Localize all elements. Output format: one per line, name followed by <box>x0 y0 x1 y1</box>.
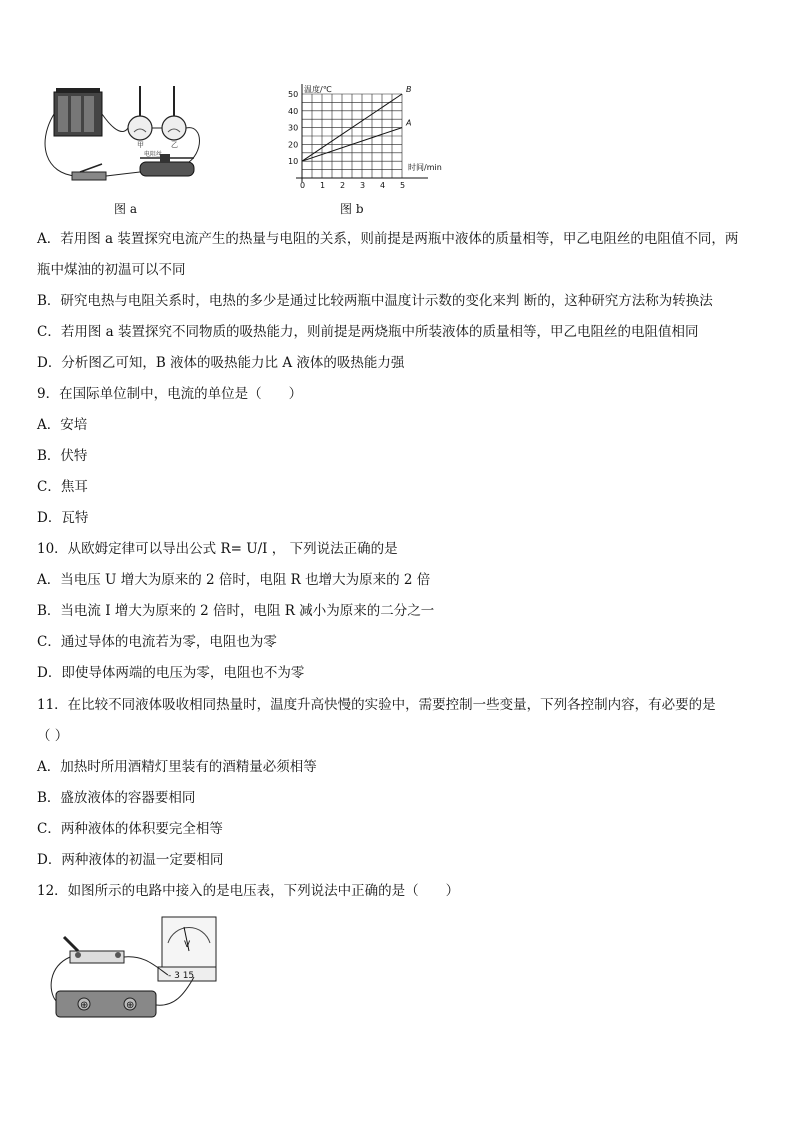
voltmeter-label: V <box>184 940 191 950</box>
y-tick-label: 10 <box>288 157 299 167</box>
figure-a-apparatus <box>36 84 208 192</box>
q9-stem: 9．在国际单位制中，电流的单位是（ ） <box>37 386 303 402</box>
q10-stem: 10．从欧姆定律可以导出公式 R= U/I ， 下列说法正确的是 <box>37 541 398 557</box>
x-tick-label: 1 <box>320 181 326 190</box>
x-axis-label: 时间/min <box>408 163 442 172</box>
q9-option-b: B．伏特 <box>37 448 88 464</box>
q11-option-c: C．两种液体的体积要完全相等 <box>37 821 223 837</box>
x-tick-label: 2 <box>340 181 346 190</box>
svg-text:⊕: ⊕ <box>126 1000 135 1011</box>
figure-a-caption: 图 a <box>114 202 137 216</box>
q9-option-c: C．焦耳 <box>37 479 88 495</box>
q11-stem-line1: 11．在比较不同液体吸收相同热量时，温度升高快慢的实验中，需要控制一些变量，下列各控制内容，有必要的是 <box>37 697 716 713</box>
q8-option-c: C．若用图 a 装置探究不同物质的吸热能力，则前提是两烧瓶中所装液体的质量相等，甲乙电阻丝的电阻值相同 <box>37 324 699 340</box>
q8-option-b: B．研究电热与电阻关系时，电热的多少是通过比较两瓶中温度计示数的变化来判 断的，这种研究方法称为转换法 <box>37 293 713 309</box>
y-tick-label: 50 <box>288 90 299 99</box>
x-tick-label: 5 <box>400 181 406 190</box>
q8-option-d: D．分析图乙可知，B 液体的吸热能力比 A 液体的吸热能力强 <box>37 355 405 371</box>
figure-b-caption: 图 b <box>340 202 364 216</box>
label-resistance-wire: 电阻丝 <box>144 151 163 158</box>
q10-option-d: D．即使导体两端的电压为零，电阻也不为零 <box>37 665 305 681</box>
switch-icon <box>72 172 106 180</box>
q11-option-a: A．加热时所用酒精灯里装有的酒精量必须相等 <box>37 759 317 775</box>
q10-option-c: C．通过导体的电流若为零，电阻也为零 <box>37 634 277 650</box>
y-tick-label: 30 <box>288 123 299 133</box>
figure-b-chart <box>280 84 460 192</box>
q11-stem-line2: （ ） <box>37 728 69 744</box>
rheostat-icon <box>140 162 194 176</box>
q10-option-b: B．当电流 I 增大为原来的 2 倍时，电阻 R 减小为原来的二分之一 <box>37 603 435 619</box>
svg-text:⊕: ⊕ <box>80 1000 89 1011</box>
q11-option-b: B．盛放液体的容器要相同 <box>37 790 196 806</box>
voltmeter-terminals: - 3 15 <box>168 971 195 981</box>
q9-option-d: D．瓦特 <box>37 510 89 526</box>
x-tick-label: 0 <box>300 181 306 190</box>
series-label-B: B <box>406 85 412 94</box>
q11-option-d: D．两种液体的初温一定要相同 <box>37 852 224 868</box>
y-axis-label: 温度/℃ <box>304 85 332 94</box>
flask-yi-icon <box>162 116 186 140</box>
y-tick-label: 40 <box>288 106 299 116</box>
label-yi: 乙 <box>171 141 178 149</box>
series-label-A: A <box>406 118 412 128</box>
q10-option-a: A．当电压 U 增大为原来的 2 倍时，电阻 R 也增大为原来的 2 倍 <box>37 572 431 588</box>
q9-option-a: A．安培 <box>37 417 88 433</box>
y-tick-label: 20 <box>288 140 299 150</box>
x-tick-label: 4 <box>380 181 386 190</box>
q12-stem: 12．如图所示的电路中接入的是电压表，下列说法中正确的是（ ） <box>37 883 460 899</box>
q8-option-a-line2: 瓶中煤油的初温可以不同 <box>37 262 186 278</box>
x-tick-label: 3 <box>360 181 366 190</box>
battery-icon <box>56 991 156 1017</box>
flask-jia-icon <box>128 116 152 140</box>
label-jia: 甲 <box>137 141 144 149</box>
q8-option-a-line1: A．若用图 a 装置探究电流产生的热量与电阻的关系，则前提是两瓶中液体的质量相等，甲乙电阻丝的电阻值不同，两 <box>37 231 739 247</box>
figure-q12-circuit <box>44 915 220 1021</box>
